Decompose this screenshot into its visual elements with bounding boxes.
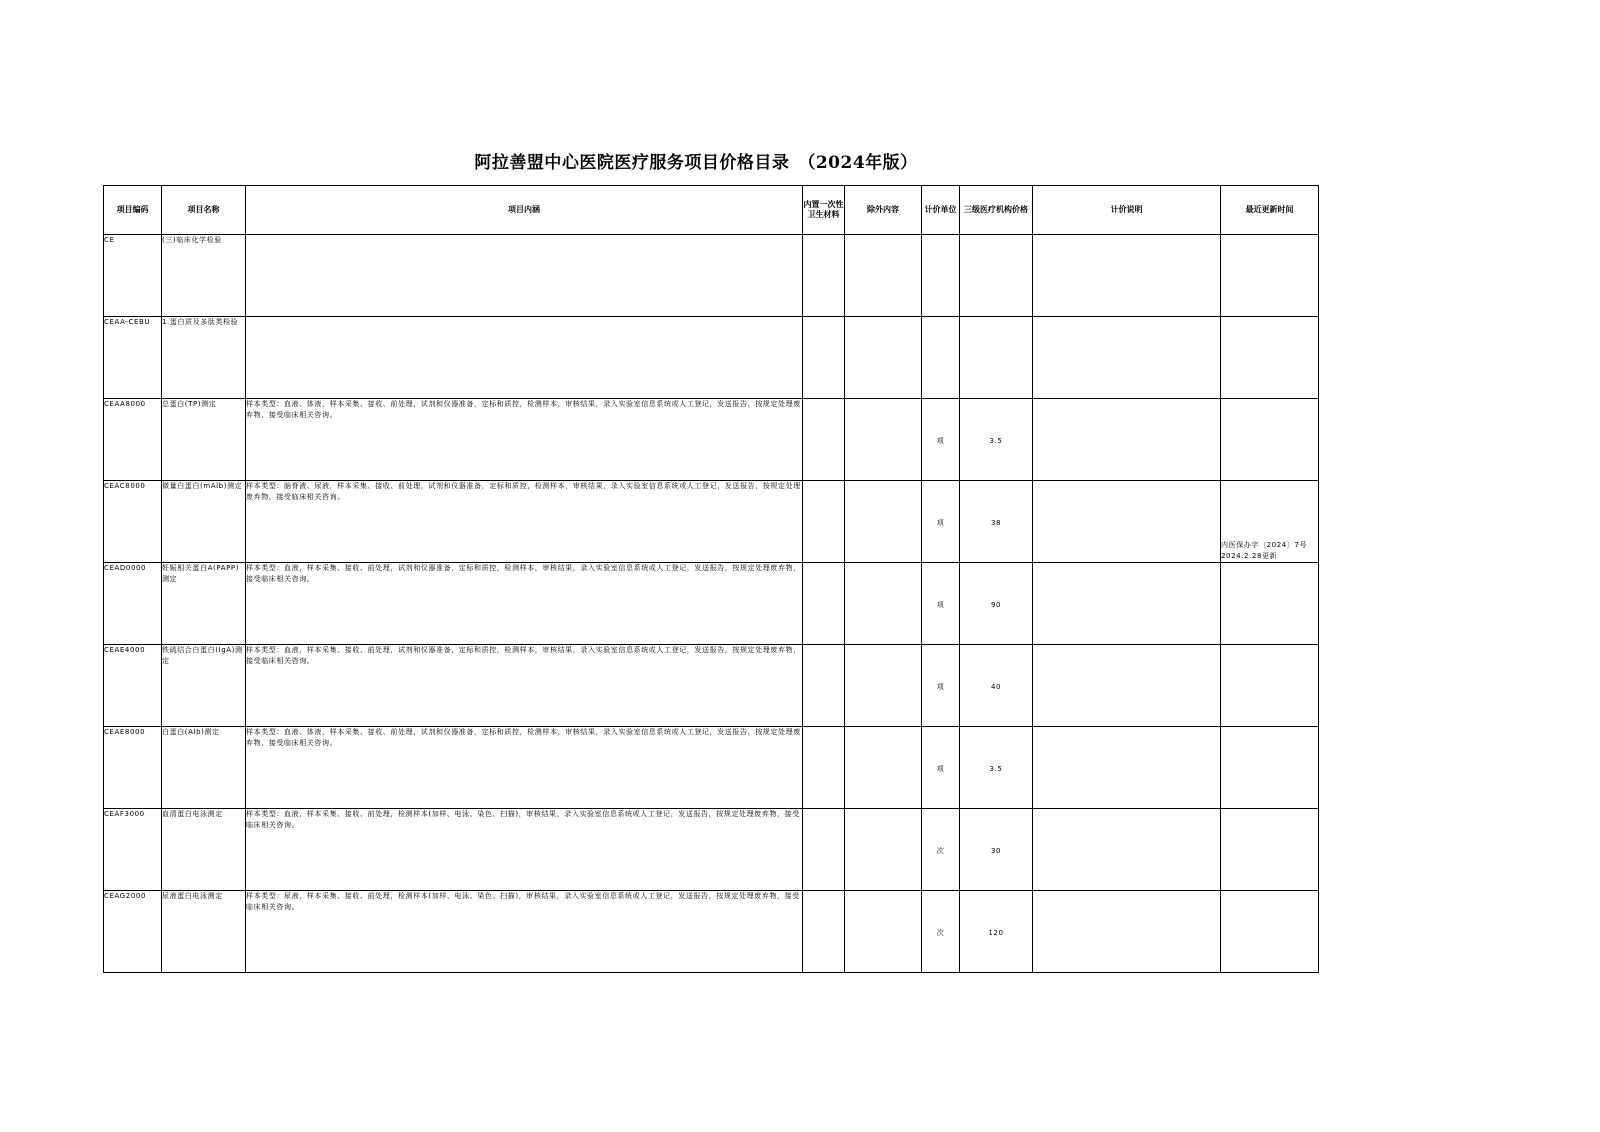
table-row [104, 727, 1319, 809]
table-row [104, 317, 1319, 399]
cell-name: (三)临床化学检验 [162, 235, 246, 317]
col-header-name: 项目名称 [162, 186, 246, 235]
header-row [104, 186, 1319, 235]
cell-exclusion [845, 645, 922, 727]
table-row [104, 891, 1319, 973]
cell-code: CEAG2000 [104, 891, 162, 973]
cell-content: 样本类型：血液，样本采集、接收、前处理，试剂和仪器准备，定标和质控，检测样本，审核结果，录入实验室信息系统或人工登记，发送报告，按规定处理废弃物，接受临床相关咨询。 [246, 645, 803, 727]
cell-content: 样本类型：血液，样本采集、接收、前处理，试剂和仪器准备，定标和质控，检测样本，审核结果，录入实验室信息系统或人工登记，发送报告，按规定处理废弃物，接受临床相关咨询。 [246, 563, 803, 645]
cell-consumables [803, 891, 845, 973]
cell-note [1033, 727, 1221, 809]
cell-note [1033, 563, 1221, 645]
cell-name: 1.蛋白质及多肽类检验 [162, 317, 246, 399]
cell-updated [1221, 563, 1319, 645]
table-row [104, 563, 1319, 645]
table-row [104, 399, 1319, 481]
table-row [104, 809, 1319, 891]
cell-exclusion [845, 317, 922, 399]
cell-note [1033, 399, 1221, 481]
cell-note [1033, 235, 1221, 317]
cell-consumables [803, 727, 845, 809]
price-table [103, 185, 1319, 973]
cell-content: 样本类型：血液、体液，样本采集、接收、前处理，试剂和仪器准备，定标和质控，检测样本，审核结果，录入实验室信息系统或人工登记，发送报告，按规定处理废弃物，接受临床相关咨询。 [246, 727, 803, 809]
cell-unit: 项 [922, 645, 960, 727]
cell-exclusion [845, 399, 922, 481]
cell-exclusion [845, 727, 922, 809]
table-row [104, 481, 1319, 563]
cell-consumables [803, 809, 845, 891]
cell-name: 血清蛋白电泳测定 [162, 809, 246, 891]
cell-price: 90 [960, 563, 1033, 645]
cell-updated [1221, 809, 1319, 891]
cell-code: CEAD0000 [104, 563, 162, 645]
cell-name: 总蛋白(TP)测定 [162, 399, 246, 481]
cell-updated [1221, 235, 1319, 317]
cell-code: CEAE8000 [104, 727, 162, 809]
cell-content: 样本类型：血液，样本采集、接收、前处理，检测样本(加样、电泳、染色、扫描)，审核结果，录入实验室信息系统或人工登记，发送报告，按规定处理废弃物，接受临床相关咨询。 [246, 809, 803, 891]
cell-updated: 内医保办字〔2024〕7号 2024.2.28更新 [1221, 481, 1319, 563]
cell-price: 40 [960, 645, 1033, 727]
cell-content: 样本类型：尿液，样本采集、接收、前处理，检测样本(加样、电泳、染色、扫描)，审核结果，录入实验室信息系统或人工登记，发送报告，按规定处理废弃物，接受临床相关咨询。 [246, 891, 803, 973]
cell-note [1033, 481, 1221, 563]
cell-name: 微量白蛋白(mAlb)测定 [162, 481, 246, 563]
cell-content [246, 235, 803, 317]
cell-unit: 项 [922, 481, 960, 563]
cell-price: 3.5 [960, 727, 1033, 809]
cell-note [1033, 317, 1221, 399]
cell-consumables [803, 645, 845, 727]
cell-unit: 次 [922, 891, 960, 973]
cell-price: 38 [960, 481, 1033, 563]
col-header-content: 项目内涵 [246, 186, 803, 235]
col-header-note: 计价说明 [1033, 186, 1221, 235]
cell-price: 3.5 [960, 399, 1033, 481]
cell-code: CEAC8000 [104, 481, 162, 563]
col-header-updated: 最近更新时间 [1221, 186, 1319, 235]
cell-exclusion [845, 809, 922, 891]
cell-code: CEAA-CEBU [104, 317, 162, 399]
cell-exclusion [845, 891, 922, 973]
col-header-code: 项目编码 [104, 186, 162, 235]
cell-price [960, 235, 1033, 317]
cell-content: 样本类型：血液、体液，样本采集、接收、前处理，试剂和仪器准备，定标和质控，检测样本，审核结果，录入实验室信息系统或人工登记，发送报告，按规定处理废弃物，接受临床相关咨询。 [246, 399, 803, 481]
cell-consumables [803, 563, 845, 645]
cell-note [1033, 809, 1221, 891]
cell-price [960, 317, 1033, 399]
cell-code: CEAE4000 [104, 645, 162, 727]
cell-note [1033, 645, 1221, 727]
cell-code: CEAA8000 [104, 399, 162, 481]
cell-code: CEAF3000 [104, 809, 162, 891]
cell-name: 白蛋白(Alb)测定 [162, 727, 246, 809]
page-title: 阿拉善盟中心医院医疗服务项目价格目录 （2024年版） [474, 153, 918, 173]
col-header-unit: 计价单位 [922, 186, 960, 235]
cell-unit [922, 235, 960, 317]
cell-name: 尿液蛋白电泳测定 [162, 891, 246, 973]
cell-code: CE [104, 235, 162, 317]
table-row [104, 645, 1319, 727]
cell-updated [1221, 317, 1319, 399]
cell-unit: 项 [922, 399, 960, 481]
cell-unit: 项 [922, 563, 960, 645]
cell-consumables [803, 399, 845, 481]
cell-consumables [803, 317, 845, 399]
cell-updated [1221, 399, 1319, 481]
cell-name: 铁硫结合白蛋白(IgA)测定 [162, 645, 246, 727]
cell-price: 30 [960, 809, 1033, 891]
cell-consumables [803, 235, 845, 317]
cell-updated [1221, 645, 1319, 727]
cell-exclusion [845, 235, 922, 317]
cell-exclusion [845, 481, 922, 563]
cell-unit: 次 [922, 809, 960, 891]
cell-unit [922, 317, 960, 399]
cell-unit: 项 [922, 727, 960, 809]
cell-price: 120 [960, 891, 1033, 973]
cell-updated [1221, 727, 1319, 809]
col-header-consumables: 内置一次性卫生材料 [803, 186, 845, 235]
cell-content: 样本类型：脑脊液、尿液，样本采集、接收、前处理，试剂和仪器准备，定标和质控，检测样本，审核结果，录入实验室信息系统或人工登记，发送报告，按规定处理废弃物，接受临床相关咨询。 [246, 481, 803, 563]
cell-name: 妊娠相关蛋白A(PAPP)测定 [162, 563, 246, 645]
cell-content [246, 317, 803, 399]
cell-consumables [803, 481, 845, 563]
col-header-exclusion: 除外内容 [845, 186, 922, 235]
cell-exclusion [845, 563, 922, 645]
table-row [104, 235, 1319, 317]
col-header-price: 三级医疗机构价格 [960, 186, 1033, 235]
cell-note [1033, 891, 1221, 973]
cell-updated [1221, 891, 1319, 973]
